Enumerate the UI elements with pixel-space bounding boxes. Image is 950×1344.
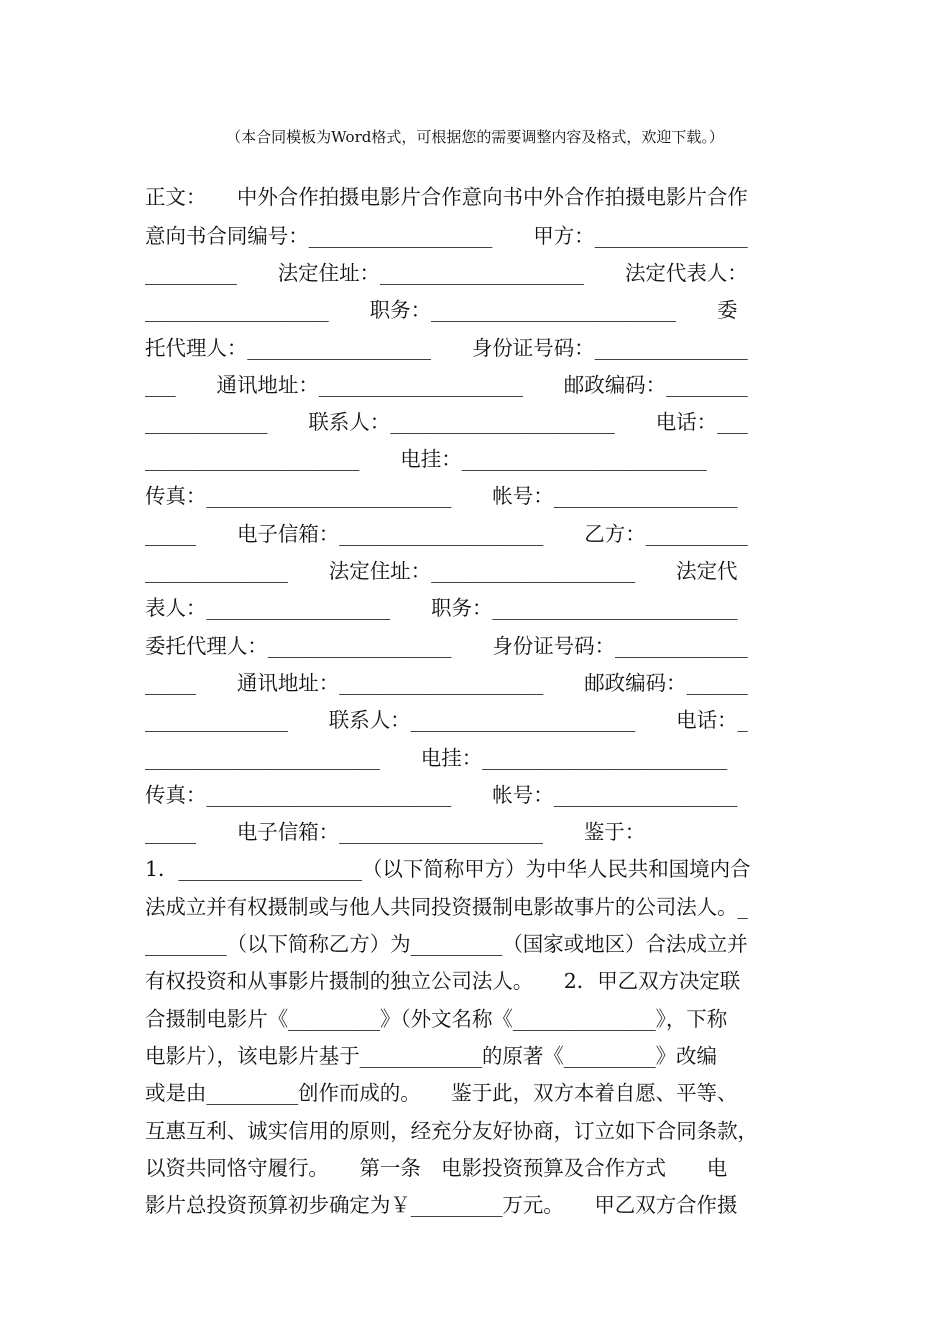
body-line: 传真：________________________ 帐号：__________________ [145,783,738,807]
body-line: 影片总投资预算初步确定为￥_________万元。 甲乙双方合作摄 [145,1193,738,1217]
body-line: _______________________ 电挂：________________________ [145,746,728,770]
body-line: 托代理人：__________________ 身份证号码：_______________ [145,336,748,360]
body-line: ________（以下简称乙方）为_________（国家或地区）合法成立并 [145,932,748,956]
body-line: ___ 通讯地址：____________________ 邮政编码：________ [145,373,748,397]
body-line: 电影片），该电影片基于____________的原著《_________》改编 [145,1044,717,1068]
body-line: _____________________ 电挂：________________________ [145,447,707,471]
template-note: （本合同模板为Word格式，可根据您的需要调整内容及格式，欢迎下载。） [226,128,724,146]
body-line: 传真：________________________ 帐号：__________________ [145,484,738,508]
body-line: 或是由_________创作而成的。 鉴于此，双方本着自愿、平等、 [145,1081,738,1105]
body-line: 互惠互利、诚实信用的原则，经充分友好协商，订立如下合同条款， [145,1119,758,1143]
body-line: 以资共同恪守履行。 第一条 电影投资预算及合作方式 电 [145,1156,728,1180]
body-line: 委托代理人：__________________ 身份证号码：_____________ [145,634,748,658]
body-line: _____ 电子信箱：____________________ 鉴于： [145,820,646,844]
body-line: 1．__________________（以下简称甲方）为中华人民共和国境内合 [145,857,751,881]
body-line: ______________ 法定住址：____________________ 法定代 [145,559,738,583]
body-line: 法成立并有权摄制或与他人共同投资摄制电影故事片的公司法人。_ [145,895,748,919]
body-line: __________________ 职务：________________________ 委 [145,298,738,322]
body-line: ______________ 联系人：______________________ 电话：_ [145,708,748,732]
body-line: 合摄制电影片《_________》（外文名称《______________》，下称 [145,1007,728,1031]
body-line: _____ 通讯地址：____________________ 邮政编码：______ [145,671,748,695]
body-line: _________ 法定住址：____________________ 法定代表人： [145,261,748,285]
body-line: _____ 电子信箱：____________________ 乙方：__________ [145,522,748,546]
body-line: 正文： 中外合作拍摄电影片合作意向书中外合作拍摄电影片合作 [145,185,748,209]
body-line: ____________ 联系人：______________________ 电话：___ [145,410,748,434]
body-line: 表人：__________________ 职务：________________________ [145,596,738,620]
body-line: 有权投资和从事影片摄制的独立公司法人。 2．甲乙双方决定联 [145,969,741,993]
body-line: 意向书合同编号：__________________ 甲方：_______________ [145,224,748,248]
